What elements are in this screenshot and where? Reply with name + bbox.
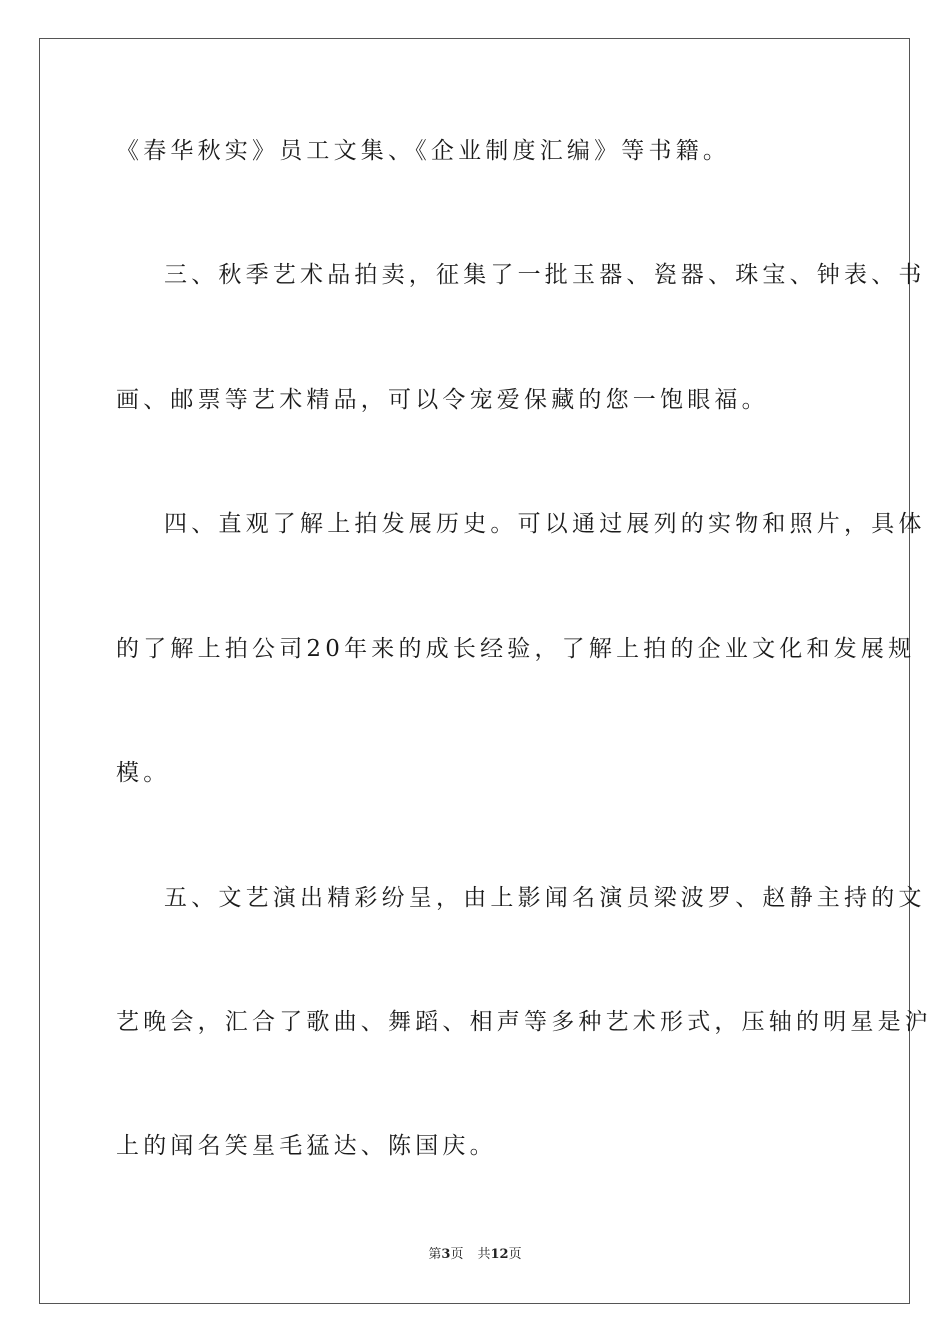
page-label-suffix: 页: [450, 1247, 464, 1262]
page-border: [39, 38, 910, 1304]
text-line: 艺晚会，汇合了歌曲、舞蹈、相声等多种艺术形式，压轴的明星是沪: [116, 1009, 932, 1035]
page-label-prefix: 第: [428, 1247, 442, 1262]
text-line: 三、秋季艺术品拍卖，征集了一批玉器、瓷器、珠宝、钟表、书: [164, 262, 926, 288]
total-label-prefix: 共: [477, 1247, 491, 1262]
total-label-suffix: 页: [508, 1247, 522, 1262]
total-page-count: 12: [490, 1247, 509, 1262]
page-footer: [0, 1247, 950, 1263]
text-line: 四、直观了解上拍发展历史。可以通过展列的实物和照片，具体: [164, 511, 926, 537]
text-line: 模。: [116, 760, 171, 786]
text-line: 的了解上拍公司20年来的成长经验，了解上拍的企业文化和发展规: [116, 636, 916, 662]
text-line: 《春华秋实》员工文集、《企业制度汇编》等书籍。: [116, 138, 731, 164]
text-line: 画、邮票等艺术精品，可以令宠爱保藏的您一饱眼福。: [116, 387, 769, 413]
current-page-number: 3: [441, 1247, 451, 1262]
text-line: 五、文艺演出精彩纷呈，由上影闻名演员梁波罗、赵静主持的文: [164, 885, 926, 911]
text-line: 上的闻名笑星毛猛达、陈国庆。: [116, 1133, 497, 1159]
